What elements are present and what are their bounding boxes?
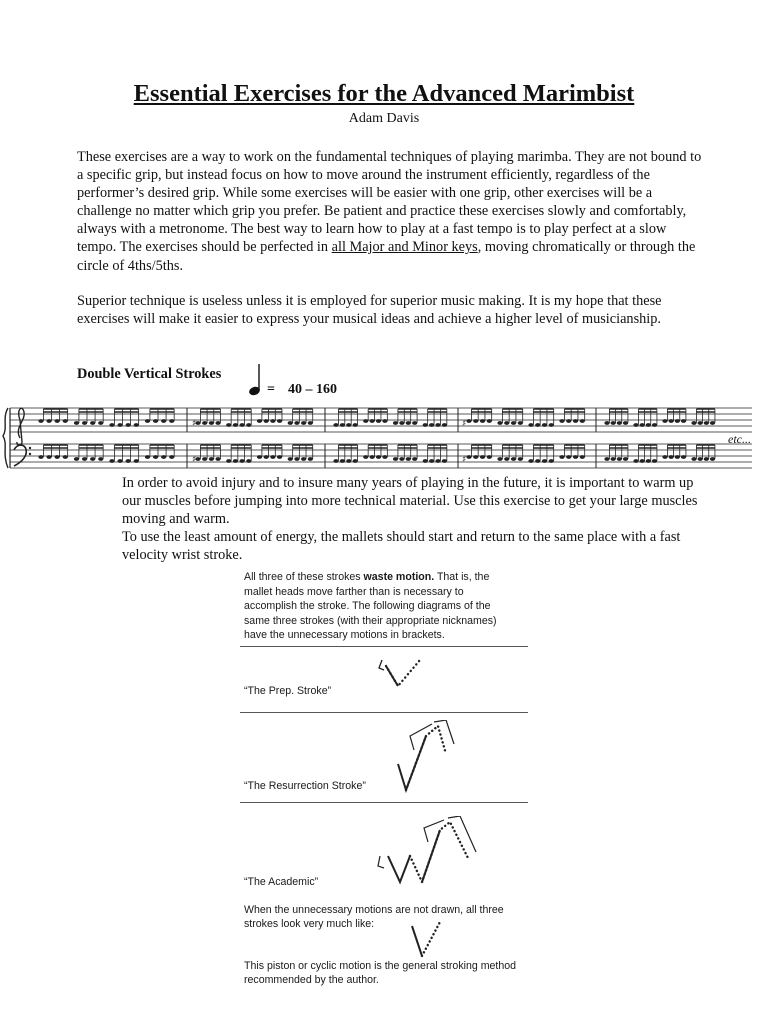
note-head xyxy=(55,455,60,459)
keys-underlined-text: all Major and Minor keys xyxy=(331,239,478,256)
note-head xyxy=(681,419,686,423)
divider xyxy=(240,802,528,803)
tempo-equals: = xyxy=(267,382,275,397)
note-head xyxy=(480,455,485,459)
note-head xyxy=(435,459,440,463)
note-head xyxy=(382,455,387,459)
score-etc: etc... xyxy=(728,432,751,446)
note-head xyxy=(46,455,51,459)
note-head xyxy=(264,455,269,459)
technique-paragraph: Superior technique is useless unless it is employed for superior music making. It is my hope that these exercises will make it easier to express your musical ideas and achieve a higher level of musicianship. xyxy=(77,293,662,328)
note-head xyxy=(382,419,387,423)
note-head xyxy=(662,455,667,459)
note-head xyxy=(573,419,578,423)
note-head xyxy=(480,419,485,423)
note-head xyxy=(646,459,651,463)
note-head xyxy=(704,421,709,425)
note-head xyxy=(294,421,299,425)
note-head xyxy=(353,423,358,427)
note-head xyxy=(399,421,404,425)
note-head xyxy=(145,455,150,459)
note-head xyxy=(308,457,313,461)
note-head xyxy=(257,455,262,459)
scan-intro-bold: waste motion. xyxy=(363,571,435,583)
note-head xyxy=(640,459,645,463)
document-title: Essential Exercises for the Advanced Marimbist xyxy=(133,80,635,107)
note-head xyxy=(90,457,95,461)
music-score xyxy=(0,398,768,474)
divider xyxy=(240,646,528,647)
note-head xyxy=(518,421,523,425)
note-head xyxy=(466,455,471,459)
note-head xyxy=(669,455,674,459)
note-head xyxy=(82,421,87,425)
note-head xyxy=(393,421,398,425)
note-head xyxy=(393,457,398,461)
note-head xyxy=(340,423,345,427)
note-head xyxy=(109,423,114,427)
note-head xyxy=(640,423,645,427)
section-heading: Double Vertical Strokes xyxy=(77,366,222,382)
note-head xyxy=(698,421,703,425)
note-head xyxy=(215,457,220,461)
note-head xyxy=(169,419,174,423)
note-head xyxy=(363,419,368,423)
prep-stroke-diagram xyxy=(376,656,436,706)
note-head xyxy=(435,423,440,427)
note-head xyxy=(518,457,523,461)
intro-paragraph xyxy=(77,148,707,275)
note-head xyxy=(442,423,447,427)
note-head xyxy=(240,459,245,463)
scan-intro-rest: That is, the mallet heads move farther than is necessary to accomplish the stroke. The following diagrams of the same three strokes (with their appropriate nicknames) have the unnecessary motions in brackets. xyxy=(244,571,497,641)
note-head xyxy=(617,421,622,425)
note-head xyxy=(55,419,60,423)
warmup-text: In order to avoid injury and to insure many years of playing in the future, it is important to warm up our muscles before jumping into more technical material. Use this exercise to get your large muscles moving and warm. xyxy=(122,475,698,528)
note-head xyxy=(504,457,509,461)
sharp-icon: ♯ xyxy=(462,419,467,429)
note-head xyxy=(604,421,609,425)
note-head xyxy=(611,457,616,461)
note-head xyxy=(662,419,667,423)
note-head xyxy=(340,459,345,463)
note-head xyxy=(604,457,609,461)
note-head xyxy=(240,423,245,427)
note-head xyxy=(74,421,79,425)
divider xyxy=(240,712,528,713)
note-head xyxy=(542,423,547,427)
note-head xyxy=(161,419,166,423)
note-head xyxy=(691,421,696,425)
intro-text-end: , moving chromatically or through the circle of 4ths/5ths. xyxy=(77,239,696,274)
note-head xyxy=(611,421,616,425)
note-head xyxy=(412,457,417,461)
note-head xyxy=(288,421,293,425)
note-head xyxy=(161,455,166,459)
note-head xyxy=(691,457,696,461)
note-head xyxy=(412,421,417,425)
note-head xyxy=(466,419,471,423)
note-head xyxy=(528,459,533,463)
note-head xyxy=(681,455,686,459)
note-head xyxy=(270,455,275,459)
note-head xyxy=(145,419,150,423)
note-head xyxy=(126,423,131,427)
note-head xyxy=(82,457,87,461)
note-head xyxy=(346,423,351,427)
note-head xyxy=(301,457,306,461)
stroke2-label: “The Resurrection Stroke” xyxy=(244,780,366,792)
note-head xyxy=(633,459,638,463)
note-head xyxy=(423,459,428,463)
tempo-range: 40 – 160 xyxy=(288,382,337,397)
note-head xyxy=(294,457,299,461)
note-head xyxy=(90,421,95,425)
note-head xyxy=(559,419,564,423)
note-head xyxy=(169,455,174,459)
note-head xyxy=(153,419,158,423)
note-head xyxy=(646,423,651,427)
note-head xyxy=(215,421,220,425)
scan-intro-start: All three of these strokes xyxy=(244,571,364,583)
note-head xyxy=(202,421,207,425)
note-head xyxy=(246,423,251,427)
note-head xyxy=(333,459,338,463)
note-head xyxy=(549,423,554,427)
note-head xyxy=(288,457,293,461)
note-head xyxy=(134,459,139,463)
scan-final-text: This piston or cyclic motion is the general stroking method recommended by the author. xyxy=(244,960,517,986)
note-head xyxy=(669,419,674,423)
note-head xyxy=(153,455,158,459)
note-head xyxy=(353,459,358,463)
note-head xyxy=(406,457,411,461)
note-head xyxy=(698,457,703,461)
note-head xyxy=(257,419,262,423)
stroke1-label: “The Prep. Stroke” xyxy=(244,685,332,697)
note-head xyxy=(63,455,68,459)
note-head xyxy=(202,457,207,461)
sharp-icon: ♯ xyxy=(192,455,197,465)
note-head xyxy=(233,459,238,463)
note-head xyxy=(233,423,238,427)
intro-text: These exercises are a way to work on the fundamental techniques of playing marimba. They are not bound to a specific grip, but instead focus on how to move around the instrument efficiently, regardless of the performer’s desired grip. While some exercises will be easier with one grip, other exercises will be a challenge no matter which grip you prefer. Be patient and practice these exercises slowly and comfortably, always with a metronome. The best way to learn how to play at a fast tempo is to play perfect at a slow tempo. The exercises should be perfected in xyxy=(77,149,702,256)
note-head xyxy=(74,457,79,461)
note-head xyxy=(633,423,638,427)
note-head xyxy=(652,459,657,463)
note-head xyxy=(346,459,351,463)
note-head xyxy=(363,455,368,459)
tempo-marking xyxy=(247,362,357,398)
resurrection-stroke-diagram xyxy=(386,720,466,794)
note-head xyxy=(399,457,404,461)
note-head xyxy=(277,455,282,459)
note-head xyxy=(617,457,622,461)
note-head xyxy=(308,421,313,425)
note-head xyxy=(429,423,434,427)
note-head xyxy=(675,455,680,459)
note-head xyxy=(504,421,509,425)
bass-clef-dot xyxy=(29,447,31,449)
warmup-paragraph xyxy=(122,474,702,564)
note-head xyxy=(226,423,231,427)
note-head xyxy=(209,421,214,425)
note-head xyxy=(535,459,540,463)
note-head xyxy=(406,421,411,425)
note-head xyxy=(117,423,122,427)
note-head xyxy=(134,423,139,427)
note-head xyxy=(473,419,478,423)
note-head xyxy=(429,459,434,463)
note-head xyxy=(277,419,282,423)
note-head xyxy=(675,419,680,423)
note-head xyxy=(63,419,68,423)
note-head xyxy=(126,459,131,463)
note-head xyxy=(542,459,547,463)
bass-clef-icon xyxy=(14,445,26,466)
note-head xyxy=(376,419,381,423)
note-head xyxy=(370,455,375,459)
quarter-note-icon xyxy=(247,362,265,398)
scan-intro-text xyxy=(244,570,512,643)
note-head xyxy=(623,421,628,425)
note-head xyxy=(264,419,269,423)
note-head xyxy=(559,455,564,459)
note-head xyxy=(376,455,381,459)
stroke-text: To use the least amount of energy, the mallets should start and return to the same place with a fast velocity wrist stroke. xyxy=(122,529,681,564)
note-head xyxy=(497,421,502,425)
note-head xyxy=(566,419,571,423)
note-head xyxy=(623,457,628,461)
note-head xyxy=(98,421,103,425)
note-head xyxy=(652,423,657,427)
note-head xyxy=(98,457,103,461)
bass-clef-dot xyxy=(29,453,31,455)
note-head xyxy=(580,455,585,459)
note-head xyxy=(566,455,571,459)
note-head xyxy=(487,455,492,459)
note-head xyxy=(497,457,502,461)
note-head xyxy=(109,459,114,463)
note-head xyxy=(301,421,306,425)
note-head xyxy=(710,457,715,461)
note-head xyxy=(549,459,554,463)
stroke-diagram-scan xyxy=(236,566,536,990)
note-head xyxy=(535,423,540,427)
academic-stroke-diagram xyxy=(376,816,486,890)
note-head xyxy=(38,419,43,423)
note-head xyxy=(487,419,492,423)
note-head xyxy=(270,419,275,423)
brace-icon xyxy=(3,408,8,468)
sharp-icon: ♯ xyxy=(462,455,467,465)
scan-outro-text: When the unnecessary motions are not drawn, all three strokes look very much like: xyxy=(244,904,504,930)
note-head xyxy=(442,459,447,463)
piston-stroke-diagram xyxy=(406,918,446,962)
stroke3-label: “The Academic” xyxy=(244,876,319,888)
author-name: Adam Davis xyxy=(348,111,420,126)
note-head xyxy=(704,457,709,461)
note-head xyxy=(473,455,478,459)
note-head xyxy=(38,455,43,459)
note-head xyxy=(46,419,51,423)
note-head xyxy=(528,423,533,427)
note-head xyxy=(226,459,231,463)
note-head xyxy=(117,459,122,463)
note-head xyxy=(370,419,375,423)
note-head xyxy=(333,423,338,427)
note-head xyxy=(580,419,585,423)
note-head xyxy=(246,459,251,463)
note-head xyxy=(423,423,428,427)
note-head xyxy=(573,455,578,459)
sharp-icon: ♯ xyxy=(192,419,197,429)
note-head xyxy=(710,421,715,425)
note-head xyxy=(511,457,516,461)
note-head xyxy=(511,421,516,425)
note-head xyxy=(209,457,214,461)
